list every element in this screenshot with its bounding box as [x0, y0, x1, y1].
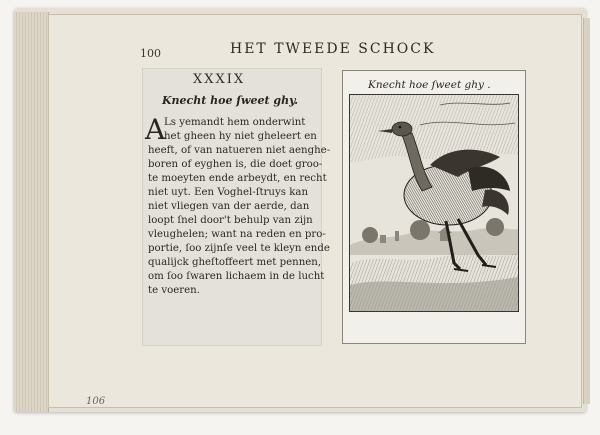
page-edges [14, 12, 49, 412]
facing-page-edge [583, 18, 590, 404]
emblem-body-text [148, 116, 331, 298]
margin-pencil-number: 106 [86, 396, 106, 407]
page-number: 100 [140, 47, 161, 60]
body-line: het gheen hy niet gheleert en [164, 131, 317, 142]
body-line: te moeyten ende arbeydt, en recht [148, 173, 327, 184]
drop-cap: A [145, 113, 166, 146]
body-line: om ſoo ſwaren lichaem in de lucht [148, 271, 325, 282]
body-line: heeft, of van natueren niet aenghe- [148, 145, 331, 156]
body-line: Ls yemandt hem onderwint [164, 117, 306, 128]
ostrich-engraving [349, 94, 519, 312]
ostrich-illustration [350, 95, 518, 311]
body-line: te voeren. [148, 285, 200, 296]
body-line: portie, ſoo zijnſe veel te kleyn ende [148, 243, 330, 254]
body-line: loopt ſnel door't behulp van zijn [148, 215, 313, 226]
body-line: boren of eyghen is, die doet groo- [148, 159, 323, 170]
body-line: niet vliegen van der aerde, dan [148, 201, 310, 212]
body-line: qualijck gheſtoffeert met pennen, [148, 257, 322, 268]
body-line: niet uyt. Een Voghel-ſtruys kan [148, 187, 309, 198]
body-line: vleughelen; want na reden en pro- [148, 229, 326, 240]
print-caption: Knecht hoe ſweet ghy . [368, 79, 491, 91]
emblem-title: Knecht hoe ſweet ghy. [161, 94, 299, 107]
running-head: HET TWEEDE SCHOCK [230, 41, 436, 57]
emblem-numeral: XXXIX [193, 72, 246, 87]
